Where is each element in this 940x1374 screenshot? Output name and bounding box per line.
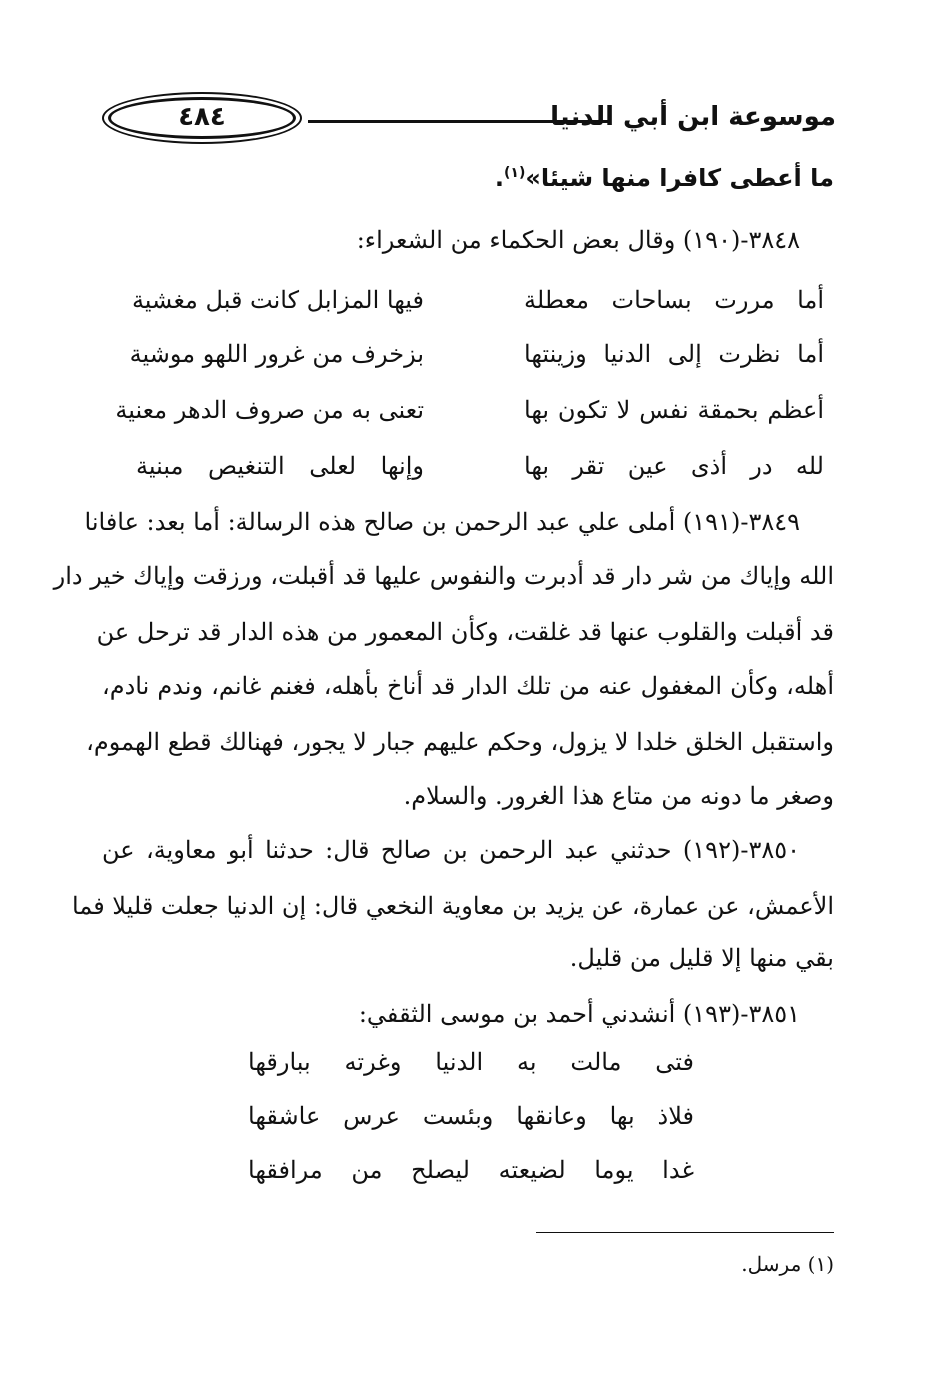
paragraph-line: وصغر ما دونه من متاع هذا الغرور. والسلام. <box>403 782 834 810</box>
verse-second-hemistich: تعنى به من صروف الدهر معنية <box>115 396 424 424</box>
paragraph-line: ٣٨٤٩-(١٩١) أملى علي عبد الرحمن بن صالح هذه الرسالة: أما بعد: عافانا <box>84 508 800 536</box>
paragraph-line: واستقبل الخلق خلدا لا يزول، وحكم عليهم جبار لا يجور، فهنالك قطع الهموم، <box>86 728 834 756</box>
paragraph-line: بقي منها إلا قليل من قليل. <box>569 944 834 972</box>
footnote: (١) مرسل. <box>741 1252 834 1276</box>
verse-first-hemistich: أما مررت بساحات معطلة <box>524 286 824 314</box>
verse-second-hemistich: بزخرف من غرور اللهو موشية <box>129 340 424 368</box>
paragraph-line: الله وإياك من شر دار قد أدبرت والنفوس عليها قد أقبلت، ورزقت وإياك خير دار <box>53 562 834 590</box>
line-tail: . <box>494 164 504 192</box>
page-number: ٤٨٤ <box>178 102 226 132</box>
verse-second-hemistich: فيها المزابل كانت قبل مغشية <box>131 286 424 314</box>
verse-line: غدا يوما لضيعته ليصلح من مرافقها <box>248 1156 694 1184</box>
verse-first-hemistich: أما نظرت إلى الدنيا وزينتها <box>524 340 824 368</box>
verse-line: فتى مالت به الدنيا وغرته ببارقها <box>248 1048 694 1076</box>
hadith-3848-intro: ٣٨٤٨-(١٩٠) وقال بعض الحكماء من الشعراء: <box>356 226 800 254</box>
verse-line: فلاذ بها وعانقها وبئست عرس عاشقها <box>248 1102 694 1130</box>
verse-first-hemistich: أعظم بحمقة نفس لا تكون بها <box>524 396 824 424</box>
paragraph-line: أهله، وكأن المغفول عنه من تلك الدار قد أناخ بأهله، فغنم غانم، وندم نادم، <box>102 672 834 700</box>
paragraph-line: ٣٨٥٠-(١٩٢) حدثني عبد الرحمن بن صالح قال: حدثنا أبو معاوية، عن <box>102 836 800 864</box>
verse-first-hemistich: لله در أذى عين تقر بها <box>524 452 824 480</box>
verse-second-hemistich: وإنها لعلى التنغيص مبنية <box>136 452 424 480</box>
paragraph-line: قد أقبلت والقلوب عنها قد غلقت، وكأن المعمور من هذه الدار قد ترحل عن <box>96 618 834 646</box>
footnote-rule <box>536 1232 834 1233</box>
book-title: موسوعة ابن أبي الدنيا <box>550 102 836 132</box>
page-number-badge <box>96 90 308 146</box>
running-header <box>96 88 836 148</box>
footnote-ref: (١) <box>504 165 526 181</box>
paragraph-line <box>102 164 834 192</box>
hadith-3851-intro: ٣٨٥١-(١٩٣) أنشدني أحمد بن موسى الثقفي: <box>358 1000 800 1028</box>
paragraph-line: الأعمش، عن عمارة، عن يزيد بن معاوية النخعي قال: إن الدنيا جعلت قليلا فما <box>72 892 834 920</box>
line-text: ما أعطى كافرا منها شيئا» <box>525 164 834 192</box>
